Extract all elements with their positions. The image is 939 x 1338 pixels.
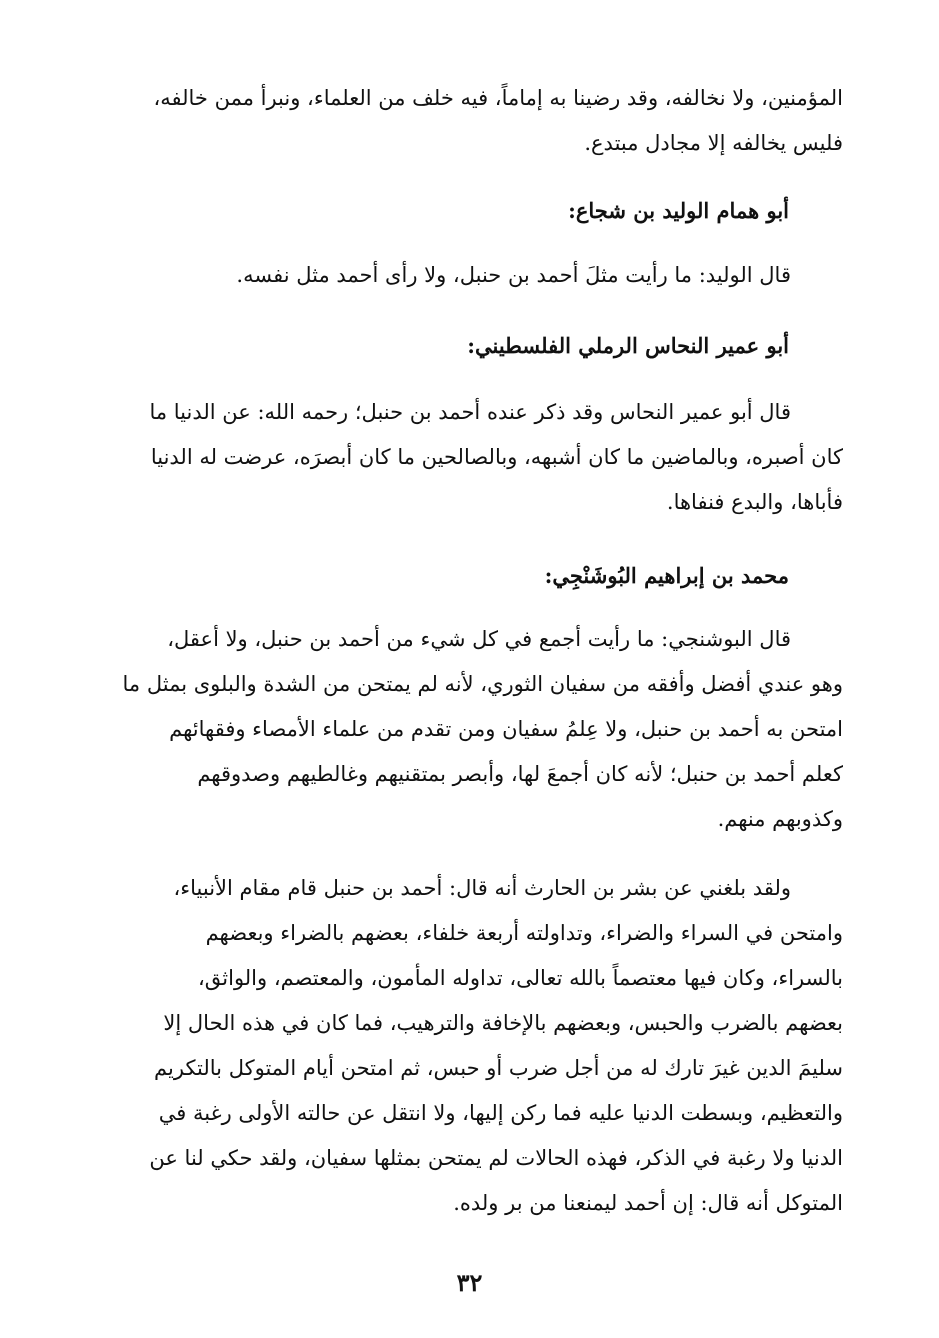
text-line: فأباها، والبدع فنفاها. [666, 490, 843, 514]
text-line: بالسراء، وكان فيها معتصماً بالله تعالى، تداوله المأمون، والمعتصم، والواثق، [197, 966, 843, 990]
paragraph-walid [95, 253, 843, 298]
text-line: سليمَ الدين غيرَ تارك له من أجل ضرب أو حبس، ثم امتحن أيام المتوكل بالتكريم [154, 1056, 843, 1080]
text-line: قال أبو عمير النحاس وقد ذكر عنده أحمد بن حنبل؛ رحمه الله: عن الدنيا ما [149, 400, 791, 424]
text-line: كان أصبره، وبالماضين ما كان أشبهه، وبالصالحين ما كان أبصرَه، عرضت له الدنيا [150, 445, 843, 469]
text-line: قال البوشنجي: ما رأيت أجمع في كل شيء من أحمد بن حنبل، ولا أعقل، [167, 627, 791, 651]
section-heading: أبو عمير النحاس الرملي الفلسطيني: [467, 333, 789, 358]
text-line: والتعظيم، وبسطت الدنيا عليه فما ركن إليها، ولا انتقل عن حالته الأولى رغبة في [158, 1101, 843, 1125]
text-line: ولقد بلغني عن بشر بن الحارث أنه قال: أحمد بن حنبل قام مقام الأنبياء، [173, 876, 791, 900]
text-line: وكذوبهم منهم. [717, 807, 843, 831]
paragraph-bushanji [95, 617, 843, 842]
text-line: المتوكل أنه قال: إن أحمد ليمنعنا من بر ولده. [453, 1191, 843, 1215]
text-line: وهو عندي أفضل وأفقه من سفيان الثوري، لأنه لم يمتحن من الشدة والبلوى بمثل ما [122, 672, 843, 696]
text-line: قال الوليد: ما رأيت مثلَ أحمد بن حنبل، ولا رأى أحمد مثل نفسه. [236, 263, 791, 287]
section-heading: أبو همام الوليد بن شجاع: [568, 198, 789, 223]
text-line: وامتحن في السراء والضراء، وتداولته أربعة خلفاء، بعضهم بالضراء وبعضهم [205, 921, 843, 945]
paragraph-abu-umair [95, 390, 843, 525]
text-line: كعلم أحمد بن حنبل؛ لأنه كان أجمعَ لها، وأبصر بمتقنيهم وغالطيهم وصدوقهم [197, 762, 843, 786]
paragraph-bishr [95, 866, 843, 1226]
paragraph-intro [95, 76, 843, 166]
section-heading: محمد بن إبراهيم البُوشَنْجِي: [544, 563, 789, 588]
text-line: امتحن به أحمد بن حنبل، ولا عِلمُ سفيان ومن تقدم من علماء الأمصاء وفقهائهم [169, 717, 843, 741]
text-line: المؤمنين، ولا نخالفه، وقد رضينا به إماماً، فيه خلف من العلماء، ونبرأ ممن خالفه، [153, 86, 843, 110]
page-number: ٣٢ [456, 1268, 483, 1297]
text-line: فليس يخالفه إلا مجادل مبتدع. [584, 131, 843, 155]
text-line: الدنيا ولا رغبة في الذكر، فهذه الحالات لم يمتحن بمثلها سفيان، ولقد حكي لنا عن [149, 1146, 843, 1170]
text-line: بعضهم بالضرب والحبس، وبعضهم بالإخافة والترهيب، فما كان في هذه الحال إلا [163, 1011, 843, 1035]
